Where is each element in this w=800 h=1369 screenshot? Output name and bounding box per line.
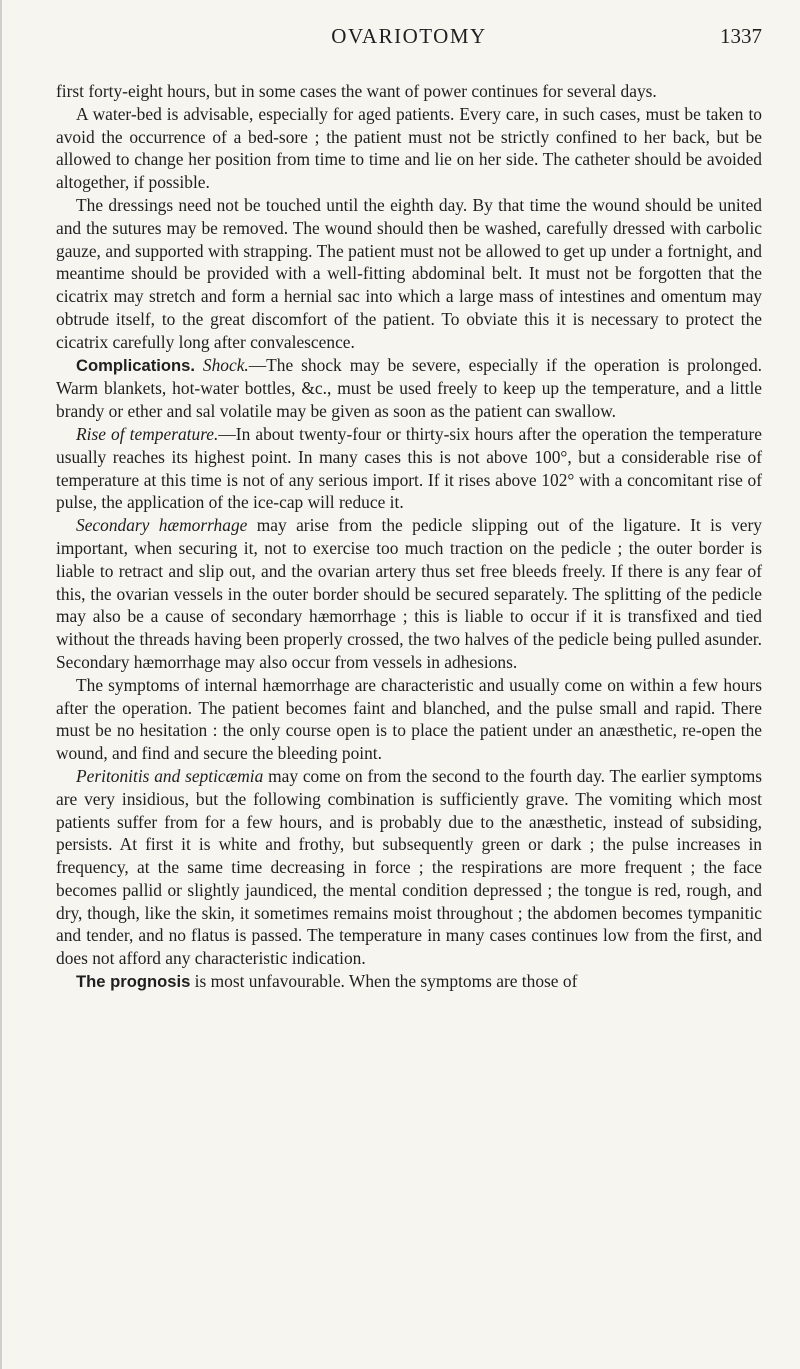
- page-number: 1337: [720, 24, 762, 48]
- paragraph: [56, 514, 762, 674]
- paragraph: [56, 354, 762, 423]
- subsection-heading: Peritonitis and septicæmia: [76, 765, 264, 786]
- paragraph-text: may come on from the second to the fourth day. The earlier symptoms are very insidious, but the following combination is sufficiently grave. The vomiting which most patients suffer from for a few hours, and is probably due to the anæsthetic, instead of subsiding, persists. At first it is white and frothy, but subsequently green or dark ; the pulse increases in frequency, at the same time decreasing in force ; the respirations are more frequent ; the face becomes pallid or slightly jaundiced, the mental condition depressed ; the tongue is red, rough, and dry, though, like the skin, it sometimes remains moist throughout ; the abdomen becomes tympanitic and tender, and no flatus is passed. The temperature in many cases continues low from the first, and does not afford any characteristic indication.: [56, 765, 762, 969]
- paragraph-text: may arise from the pedicle slipping out of the ligature. It is very important, when securing it, not to exercise too much traction on the pedicle ; the outer border is liable to retract and slip out, and the ovarian artery thus set free bleeds freely. If there is any fear of this, the ovarian vessels in the outer border should be secured separately. The splitting of the pedicle may also be a cause of secondary hæmorrhage ; this is liable to occur if it is transfixed and tied without the threads having been properly crossed, the two halves of the pedicle being pulled asunder. Secondary hæmorrhage may also occur from vessels in adhesions.: [56, 515, 763, 672]
- running-title: OVARIOTOMY: [331, 24, 487, 48]
- paragraph: A water-bed is advisable, especially for aged patients. Every care, in such cases, must be taken to avoid the occurrence of a bed-sore ; the patient must not be strictly confined to her back, but be allowed to change her position from time to time and lie on her side. The catheter should be avoided altogether, if possible.: [56, 103, 762, 193]
- subsection-heading: Shock.: [202, 354, 249, 375]
- page-edge: [0, 0, 2, 1369]
- section-heading: The prognosis: [76, 972, 191, 992]
- subsection-heading: Secondary hæmorrhage: [76, 515, 248, 536]
- section-heading: Complications.: [76, 355, 195, 375]
- paragraph: The dressings need not be touched until the eighth day. By that time the wound should be united and the sutures may be removed. The wound should then be washed, carefully dressed with carbolic gauze, and supported with strapping. The patient must not be allowed to get up under a fortnight, and meantime should be provided with a well-fitting abdominal belt. It must not be forgotten that the cicatrix may stretch and form a hernial sac into which a large mass of intestines and omentum may obtrude itself, to the great discomfort of the patient. To obviate this it is necessary to protect the cicatrix carefully long after convalescence.: [56, 194, 762, 352]
- paragraph: [56, 970, 762, 994]
- page-header: [56, 24, 762, 58]
- body-text: [56, 80, 762, 994]
- paragraph: first forty-eight hours, but in some cases the want of power continues for several days.: [56, 81, 657, 101]
- paragraph-text: —In about twenty-four or thirty-six hours after the operation the temperature usually reaches its highest point. In many cases this is not above 100°, but a considerable rise of temperature at this time is not of any serious import. If it rises above 102° with a concomitant rise of pulse, the application of the ice-cap will reduce it.: [56, 423, 762, 513]
- paragraph: The symptoms of internal hæmorrhage are characteristic and usually come on within a few hours after the operation. The patient becomes faint and blanched, and the pulse small and rapid. There must be no hesitation : the only course open is to place the patient under an anæsthetic, re-open the wound, and find and secure the bleeding point.: [56, 674, 762, 764]
- paragraph-text: —The shock may be severe, especially if the operation is prolonged. Warm blankets, hot-water bottles, &c., must be used freely to keep up the temperature, and a little brandy or ether and sal volatile may be given as soon as the patient can swallow.: [56, 354, 762, 422]
- paragraph: [56, 765, 762, 970]
- paragraph: [56, 423, 762, 514]
- paragraph-text: is most unfavourable. When the symptoms are those of: [190, 971, 578, 992]
- subsection-heading: Rise of temperature.: [76, 423, 219, 444]
